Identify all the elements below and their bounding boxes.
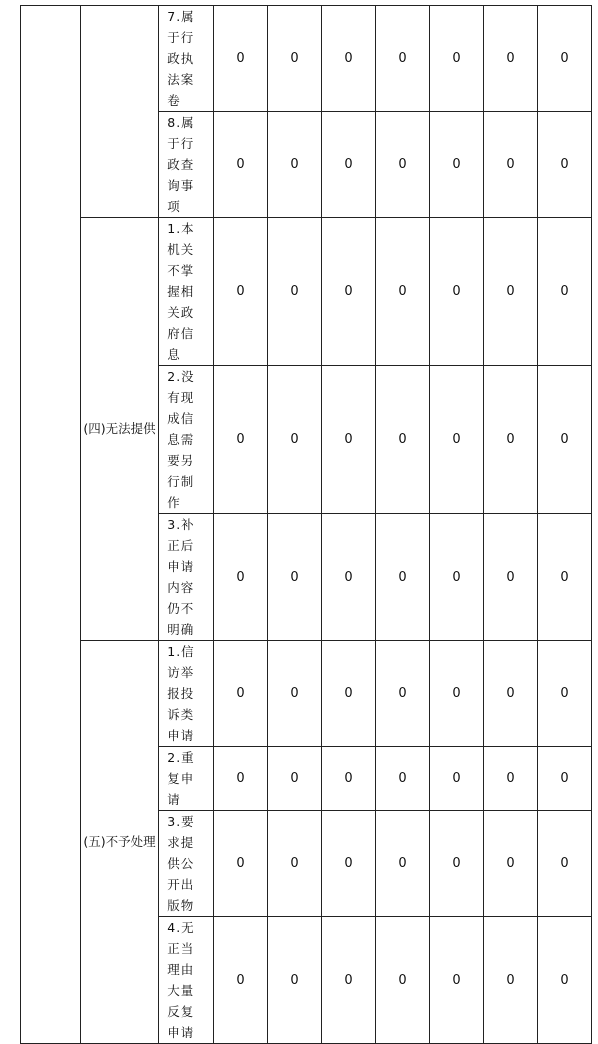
value-cell: 0 xyxy=(484,6,538,112)
item-cell xyxy=(159,218,214,366)
value-cell: 0 xyxy=(484,811,538,917)
value-cell: 0 xyxy=(376,6,430,112)
value-cell: 0 xyxy=(484,514,538,641)
value-cell: 0 xyxy=(214,917,268,1044)
value-cell: 0 xyxy=(322,218,376,366)
value-cell: 0 xyxy=(268,218,322,366)
value-cell: 0 xyxy=(376,366,430,514)
blank-category-cell xyxy=(21,6,81,1044)
table-row xyxy=(21,641,592,747)
value-cell: 0 xyxy=(376,641,430,747)
value-cell: 0 xyxy=(214,811,268,917)
item-label: 2.没有现成信息需要另行制作 xyxy=(167,369,195,510)
item-cell xyxy=(159,917,214,1044)
item-label: 2.重复申请 xyxy=(167,750,195,807)
value-cell: 0 xyxy=(376,112,430,218)
value-cell: 0 xyxy=(538,366,592,514)
value-cell: 0 xyxy=(322,6,376,112)
value-cell: 0 xyxy=(268,366,322,514)
value-cell: 0 xyxy=(538,811,592,917)
value-cell: 0 xyxy=(430,6,484,112)
value-cell: 0 xyxy=(538,514,592,641)
value-cell: 0 xyxy=(376,811,430,917)
item-cell xyxy=(159,366,214,514)
item-label: 3.要求提供公开出版物 xyxy=(167,814,195,913)
value-cell: 0 xyxy=(322,112,376,218)
value-cell: 0 xyxy=(268,747,322,811)
value-cell: 0 xyxy=(484,218,538,366)
value-cell: 0 xyxy=(430,366,484,514)
value-cell: 0 xyxy=(376,917,430,1044)
value-cell: 0 xyxy=(322,747,376,811)
value-cell: 0 xyxy=(268,112,322,218)
value-cell: 0 xyxy=(322,366,376,514)
group-cell-continued xyxy=(81,6,159,218)
table-row xyxy=(21,6,592,112)
value-cell: 0 xyxy=(538,218,592,366)
value-cell: 0 xyxy=(484,112,538,218)
value-cell: 0 xyxy=(430,811,484,917)
item-cell xyxy=(159,514,214,641)
value-cell: 0 xyxy=(268,917,322,1044)
value-cell: 0 xyxy=(430,218,484,366)
value-cell: 0 xyxy=(214,112,268,218)
value-cell: 0 xyxy=(538,641,592,747)
item-cell xyxy=(159,112,214,218)
statistics-table xyxy=(20,5,592,1044)
group-cell xyxy=(81,641,159,1044)
value-cell: 0 xyxy=(214,641,268,747)
item-label: 8.属于行政查询事项 xyxy=(167,115,195,214)
value-cell: 0 xyxy=(322,641,376,747)
value-cell: 0 xyxy=(430,917,484,1044)
value-cell: 0 xyxy=(430,747,484,811)
value-cell: 0 xyxy=(214,514,268,641)
value-cell: 0 xyxy=(268,514,322,641)
table-row xyxy=(21,218,592,366)
value-cell: 0 xyxy=(376,747,430,811)
value-cell: 0 xyxy=(430,112,484,218)
value-cell: 0 xyxy=(484,366,538,514)
item-label: 1.本机关不掌握相关政府信息 xyxy=(167,221,195,362)
group-cell xyxy=(81,218,159,641)
item-label: 7.属于行政执法案卷 xyxy=(167,9,195,108)
value-cell: 0 xyxy=(484,917,538,1044)
value-cell: 0 xyxy=(484,641,538,747)
item-cell xyxy=(159,6,214,112)
group-label: (五)不予处理 xyxy=(83,834,156,849)
value-cell: 0 xyxy=(376,514,430,641)
item-cell xyxy=(159,811,214,917)
value-cell: 0 xyxy=(214,366,268,514)
value-cell: 0 xyxy=(430,514,484,641)
value-cell: 0 xyxy=(268,6,322,112)
item-cell xyxy=(159,747,214,811)
value-cell: 0 xyxy=(268,811,322,917)
item-label: 3.补正后申请内容仍不明确 xyxy=(167,517,195,637)
value-cell: 0 xyxy=(322,917,376,1044)
value-cell: 0 xyxy=(376,218,430,366)
item-label: 4.无正当理由大量反复申请 xyxy=(167,920,195,1040)
value-cell: 0 xyxy=(538,747,592,811)
value-cell: 0 xyxy=(214,747,268,811)
group-label: (四)无法提供 xyxy=(83,421,156,436)
value-cell: 0 xyxy=(322,514,376,641)
value-cell: 0 xyxy=(538,6,592,112)
value-cell: 0 xyxy=(268,641,322,747)
value-cell: 0 xyxy=(214,6,268,112)
value-cell: 0 xyxy=(214,218,268,366)
value-cell: 0 xyxy=(322,811,376,917)
item-cell xyxy=(159,641,214,747)
value-cell: 0 xyxy=(484,747,538,811)
item-label: 1.信访举报投诉类申请 xyxy=(167,644,195,743)
value-cell: 0 xyxy=(538,917,592,1044)
value-cell: 0 xyxy=(430,641,484,747)
value-cell: 0 xyxy=(538,112,592,218)
